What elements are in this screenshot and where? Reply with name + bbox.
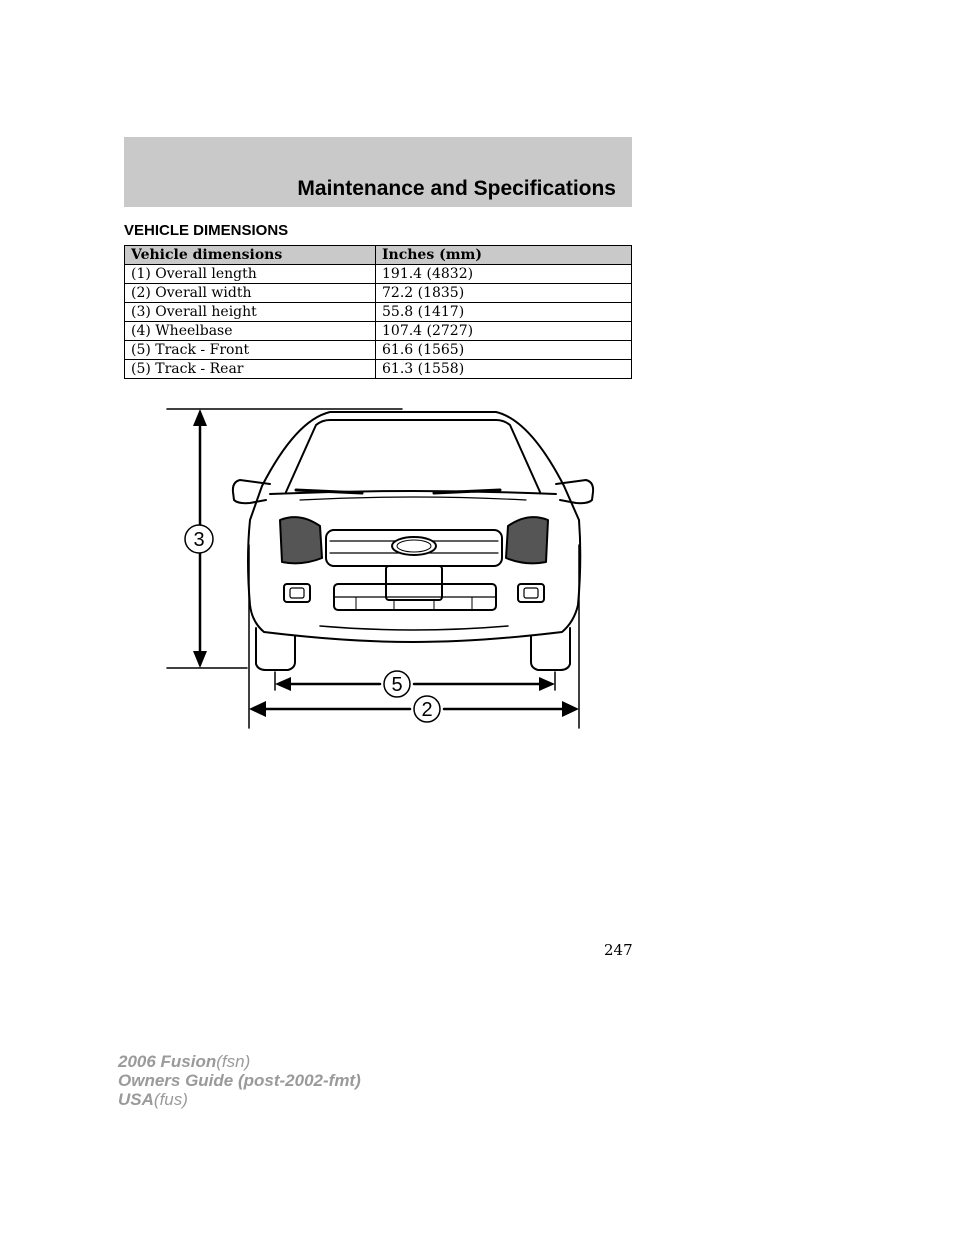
column-header: Vehicle dimensions: [125, 246, 376, 265]
left-fog-lamp: [284, 584, 310, 602]
table-cell: 191.4 (4832): [376, 265, 632, 284]
windshield: [286, 420, 540, 492]
footer-market-code: (fus): [153, 1090, 188, 1109]
table-cell: 55.8 (1417): [376, 303, 632, 322]
callout-5-label: 5: [391, 674, 403, 696]
table-cell: (3) Overall height: [125, 303, 376, 322]
callout-2-label: 2: [421, 699, 433, 721]
page-title: Maintenance and Specifications: [297, 177, 616, 200]
section-title: VEHICLE DIMENSIONS: [124, 222, 289, 239]
table-cell: (4) Wheelbase: [125, 322, 376, 341]
height-arrowhead-top: [193, 409, 207, 426]
width-arrowhead-left: [249, 701, 266, 717]
footer-market: USA: [118, 1090, 154, 1109]
lower-spoiler: [320, 626, 508, 630]
height-arrowhead-bottom: [193, 651, 207, 668]
table-cell: (5) Track - Rear: [125, 360, 376, 379]
table-cell: 61.3 (1558): [376, 360, 632, 379]
track-arrowhead-left: [275, 677, 291, 691]
right-fog-lamp: [518, 584, 544, 602]
table-cell: 72.2 (1835): [376, 284, 632, 303]
footer-line-2: [118, 1071, 361, 1090]
callout-3-label: 3: [193, 529, 205, 551]
footer-model-code: (fsn): [216, 1052, 251, 1071]
track-arrowhead-right: [539, 677, 555, 691]
table-cell: (2) Overall width: [125, 284, 376, 303]
footer-line-1: [118, 1052, 361, 1071]
footer-model: 2006 Fusion: [118, 1052, 217, 1071]
table-cell: (5) Track - Front: [125, 341, 376, 360]
table-cell: 61.6 (1565): [376, 341, 632, 360]
left-mirror: [233, 480, 270, 503]
column-header: Inches (mm): [376, 246, 632, 265]
right-headlamp: [506, 517, 548, 563]
footer-line-3: [118, 1090, 361, 1109]
footer-guide: Owners Guide (post-2002-fmt): [118, 1071, 361, 1090]
left-headlamp: [280, 517, 322, 563]
footer: [118, 1052, 361, 1109]
width-arrowhead-right: [562, 701, 579, 717]
hood-crease: [300, 497, 526, 500]
table-cell: (1) Overall length: [125, 265, 376, 284]
table-cell: 107.4 (2727): [376, 322, 632, 341]
page-number: 247: [604, 941, 633, 959]
right-mirror: [556, 480, 593, 503]
